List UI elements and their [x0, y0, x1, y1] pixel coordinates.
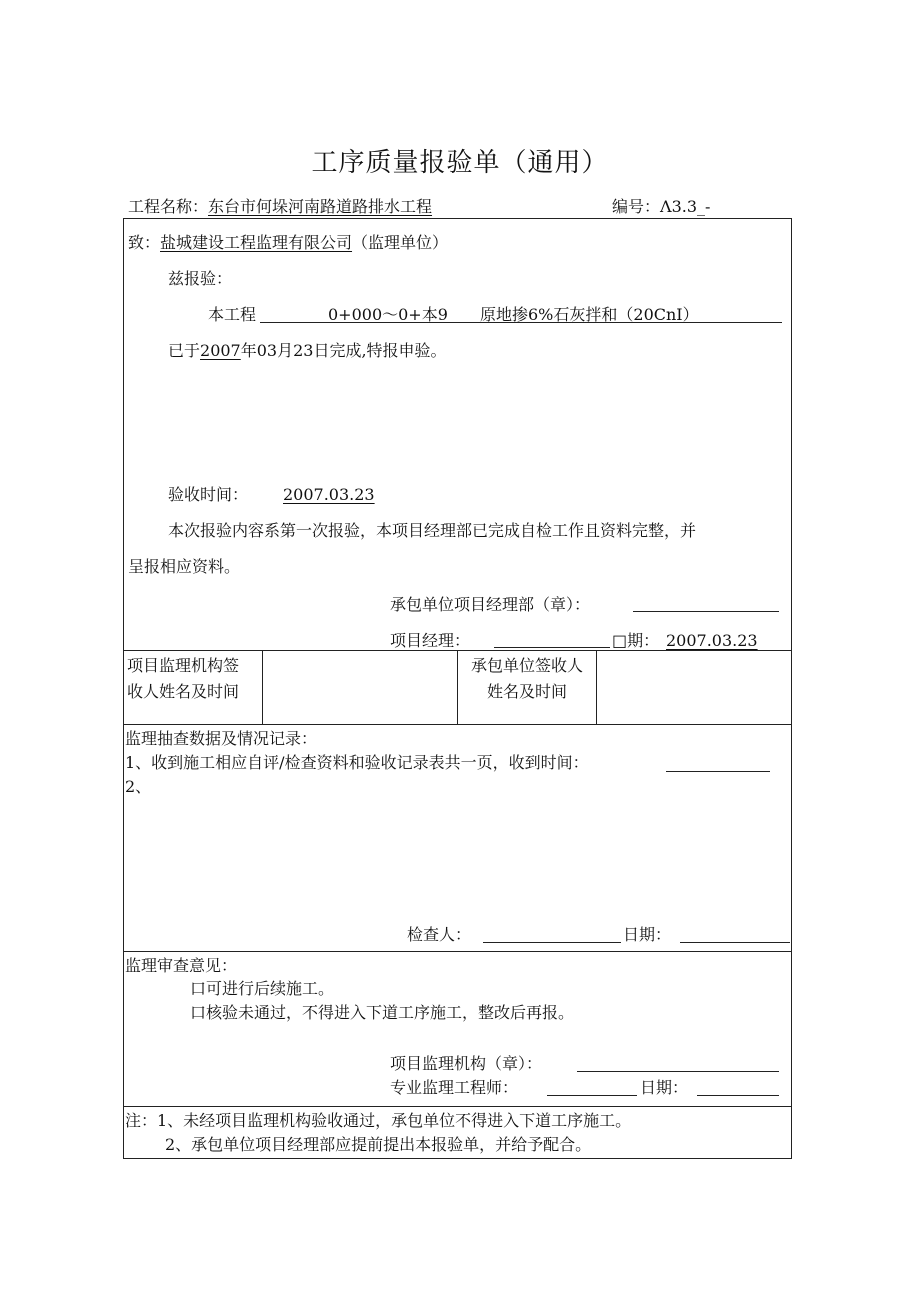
- to-suffix: （监理单位）: [352, 233, 449, 252]
- supervision-receiver-line-1: 项目监理机构签: [127, 656, 240, 675]
- spot-check-item-1: 1、收到施工相应自评/检查资料和验收记录表共一页，收到时间：: [125, 753, 589, 772]
- engineer-signature-blank: [547, 1095, 637, 1096]
- section-range: 0+000～0+本9: [328, 305, 448, 324]
- review-date-blank: [697, 1095, 779, 1096]
- addressee-row: [128, 232, 448, 254]
- completion-row: [168, 340, 447, 362]
- table-bottom-border: [123, 1158, 792, 1159]
- to-label: 致：: [128, 233, 161, 252]
- date-value: 2007.03.23: [666, 631, 758, 650]
- table-right-border: [791, 218, 792, 1158]
- statement-line-2: 呈报相应资料。: [128, 557, 241, 576]
- completed-rest: 年03月23日完成,特报申验。: [240, 341, 447, 360]
- contractor-receiver-label: [458, 655, 596, 703]
- supervision-unit: 盐城建设工程监理有限公司: [160, 233, 353, 252]
- inspection-time-value: 2007.03.23: [283, 485, 375, 504]
- divider-notes-top: [123, 1106, 792, 1107]
- inspector-blank: [483, 942, 621, 943]
- spot-check-item-2: 2、: [125, 777, 152, 796]
- sign-row-divider-1: [262, 650, 263, 724]
- supervision-receiver-line-2: 收人姓名及时间: [127, 682, 240, 701]
- divider-sign-row-bottom: [123, 724, 792, 725]
- number-value: Λ3.3_-: [660, 197, 711, 216]
- project-name: 东台市何垛河南路道路排水工程: [208, 197, 433, 216]
- statement-line-1: 本次报验内容系第一次报验，本项目经理部已完成自检工作且资料完整，并: [168, 521, 697, 540]
- engineer-label: 专业监理工程师：: [390, 1078, 519, 1097]
- page-title: 工序质量报验单（通用）: [311, 148, 609, 178]
- work-item: 原地掺6%石灰拌和（20CnI）: [480, 305, 699, 324]
- number-label: 编号：: [612, 197, 661, 216]
- inspector-label: 检查人：: [407, 925, 472, 944]
- completed-year: 2007: [200, 341, 241, 360]
- spot-check-date-label: 日期：: [623, 925, 672, 944]
- contractor-seal-blank: [633, 611, 779, 612]
- note-1: 注：1、未经项目监理机构验收通过，承包单位不得进入下道工序施工。: [125, 1111, 632, 1130]
- spot-check-heading: 监理抽查数据及情况记录：: [125, 729, 318, 748]
- pm-signature-blank: [494, 647, 610, 648]
- completed-prefix: 已于: [168, 341, 201, 360]
- project-label: 工程名称：: [128, 197, 209, 216]
- spot-check-date-blank: [680, 942, 790, 943]
- table-top-border: [123, 218, 792, 219]
- review-option-rejected: 口核验未通过，不得进入下道工序施工，整改后再报。: [190, 1003, 575, 1022]
- review-heading: 监理审查意见：: [125, 956, 238, 975]
- table-left-border: [123, 218, 124, 1158]
- contractor-receiver-line-2: 姓名及时间: [486, 682, 567, 701]
- report-intro: 兹报验：: [168, 269, 233, 288]
- inspection-time-label: 验收时间：: [168, 485, 249, 504]
- pm-label: 项目经理：: [390, 631, 471, 650]
- contractor-dept-label: 承包单位项目经理部（章）：: [390, 595, 591, 614]
- supervision-receiver-label: [127, 655, 239, 703]
- received-time-blank: [666, 771, 770, 772]
- note-2: 2、承包单位项目经理部应提前提出本报验单，并给予配合。: [165, 1135, 592, 1154]
- agency-seal-label: 项目监理机构（章）：: [390, 1054, 543, 1073]
- contractor-receiver-line-1: 承包单位签收人: [470, 656, 583, 675]
- divider-review-top: [123, 951, 792, 952]
- project-prefix: 本工程: [208, 305, 257, 324]
- review-date-label: 日期：: [640, 1078, 689, 1097]
- form-number-row: [612, 196, 710, 218]
- agency-seal-blank: [577, 1071, 779, 1072]
- project-name-row: [128, 196, 432, 218]
- review-option-proceed: 口可进行后续施工。: [190, 979, 335, 998]
- sign-row-divider-3: [596, 650, 597, 724]
- date-label: □期：: [612, 631, 660, 650]
